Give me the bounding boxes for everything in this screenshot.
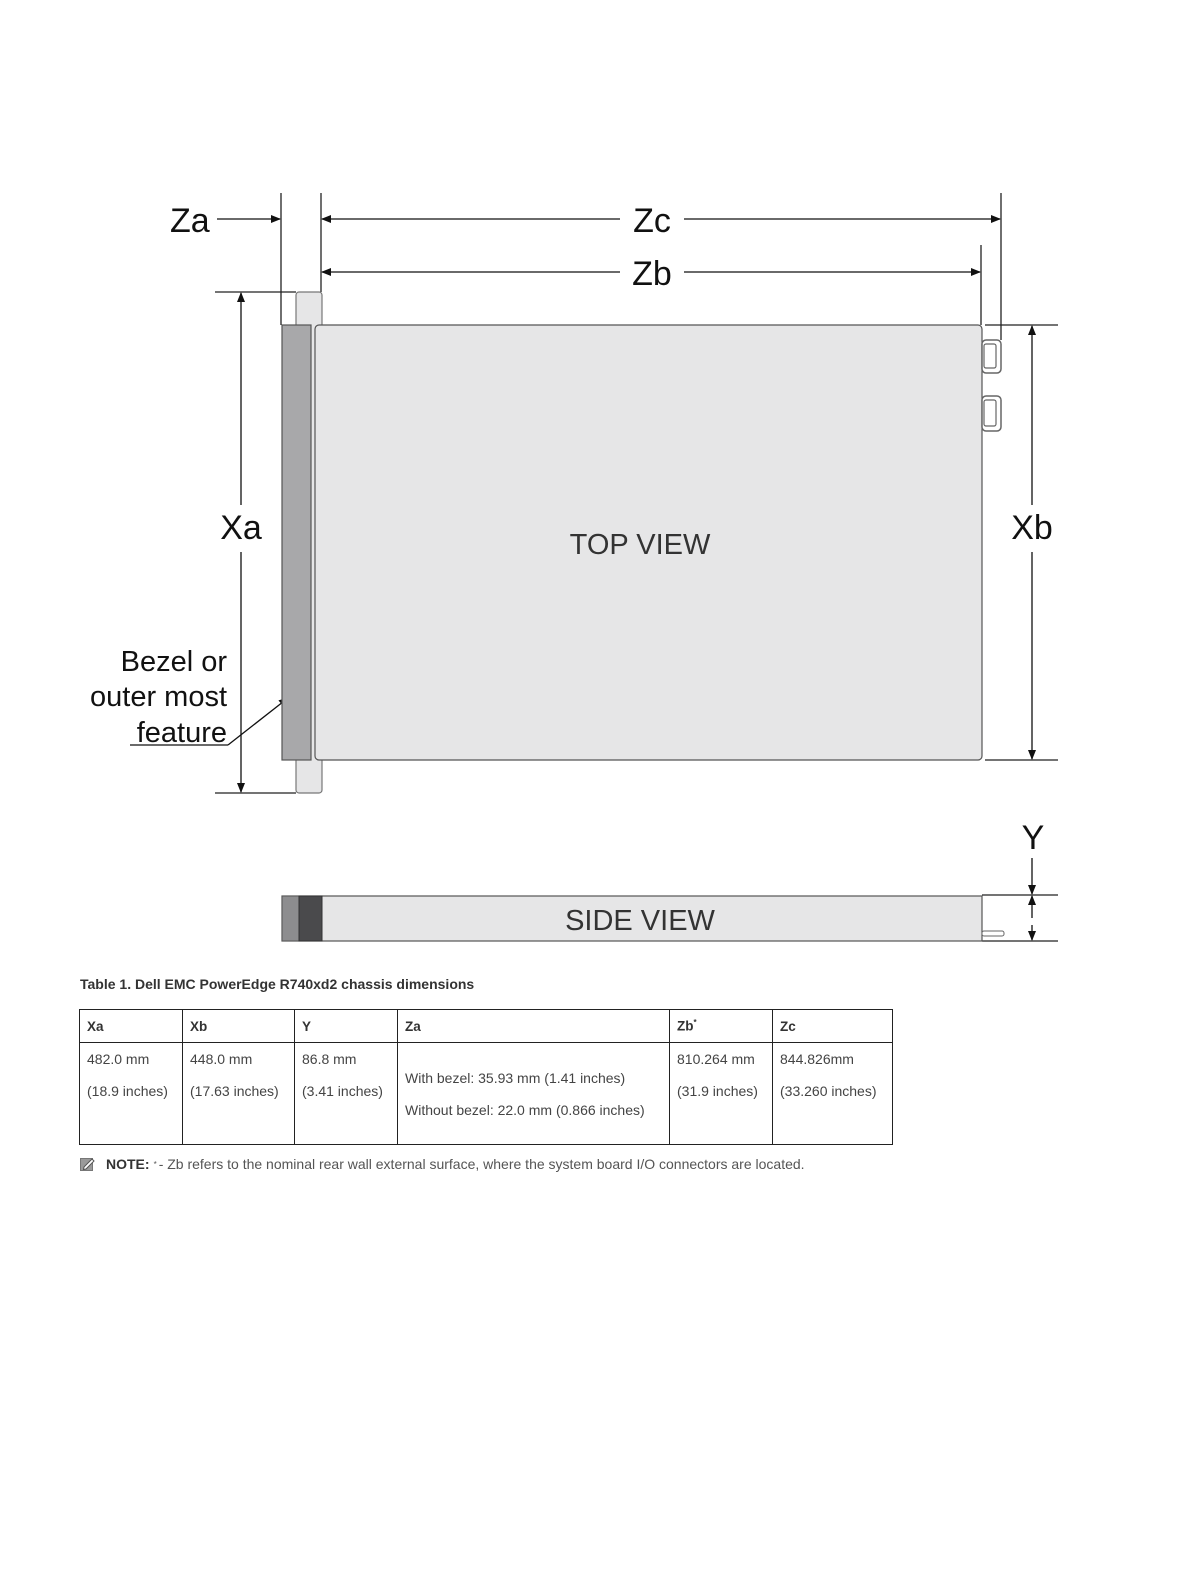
header-xb: Xb (183, 1010, 295, 1043)
bezel-pointer (228, 698, 288, 745)
bezel (282, 325, 311, 760)
note-pencil-icon (80, 1156, 96, 1172)
header-za: Za (398, 1010, 670, 1043)
xb-label: Xb (1011, 509, 1053, 547)
cell-zc: 844.826mm (33.260 inches) (773, 1043, 893, 1145)
header-zb: Zb* (670, 1010, 773, 1043)
cell-y: 86.8 mm (3.41 inches) (295, 1043, 398, 1145)
dimensions-table (79, 1009, 893, 1145)
bezel-label-line2: outer most (90, 681, 227, 713)
za-label: Za (170, 202, 210, 240)
table-header-row (80, 1010, 893, 1043)
bezel-label-line3: feature (136, 717, 227, 749)
bezel-label-line1: Bezel or (120, 646, 227, 678)
cell-zb: 810.264 mm (31.9 inches) (670, 1043, 773, 1145)
table-row (80, 1043, 893, 1145)
y-label: Y (1021, 819, 1045, 857)
zb-label: Zb (632, 255, 672, 293)
cell-xa: 482.0 mm (18.9 inches) (80, 1043, 183, 1145)
top-view-label: TOP VIEW (569, 529, 711, 561)
xa-label: Xa (220, 509, 262, 547)
zb-footnote-marker: * (693, 1018, 697, 1028)
header-zc: Zc (773, 1010, 893, 1043)
note-text: - Zb refers to the nominal rear wall external surface, where the system board I/O connectors are located. (158, 1156, 805, 1172)
note-marker: * (153, 1159, 157, 1169)
note (80, 1156, 805, 1172)
table-caption: Table 1. Dell EMC PowerEdge R740xd2 chassis dimensions (80, 976, 475, 992)
side-view-label: SIDE VIEW (565, 905, 715, 937)
header-xa: Xa (80, 1010, 183, 1043)
cell-xb: 448.0 mm (17.63 inches) (183, 1043, 295, 1145)
zc-label: Zc (633, 202, 671, 240)
header-y: Y (295, 1010, 398, 1043)
note-label: NOTE: (106, 1156, 150, 1172)
cell-za: With bezel: 35.93 mm (1.41 inches) Without bezel: 22.0 mm (0.866 inches) (398, 1043, 670, 1145)
